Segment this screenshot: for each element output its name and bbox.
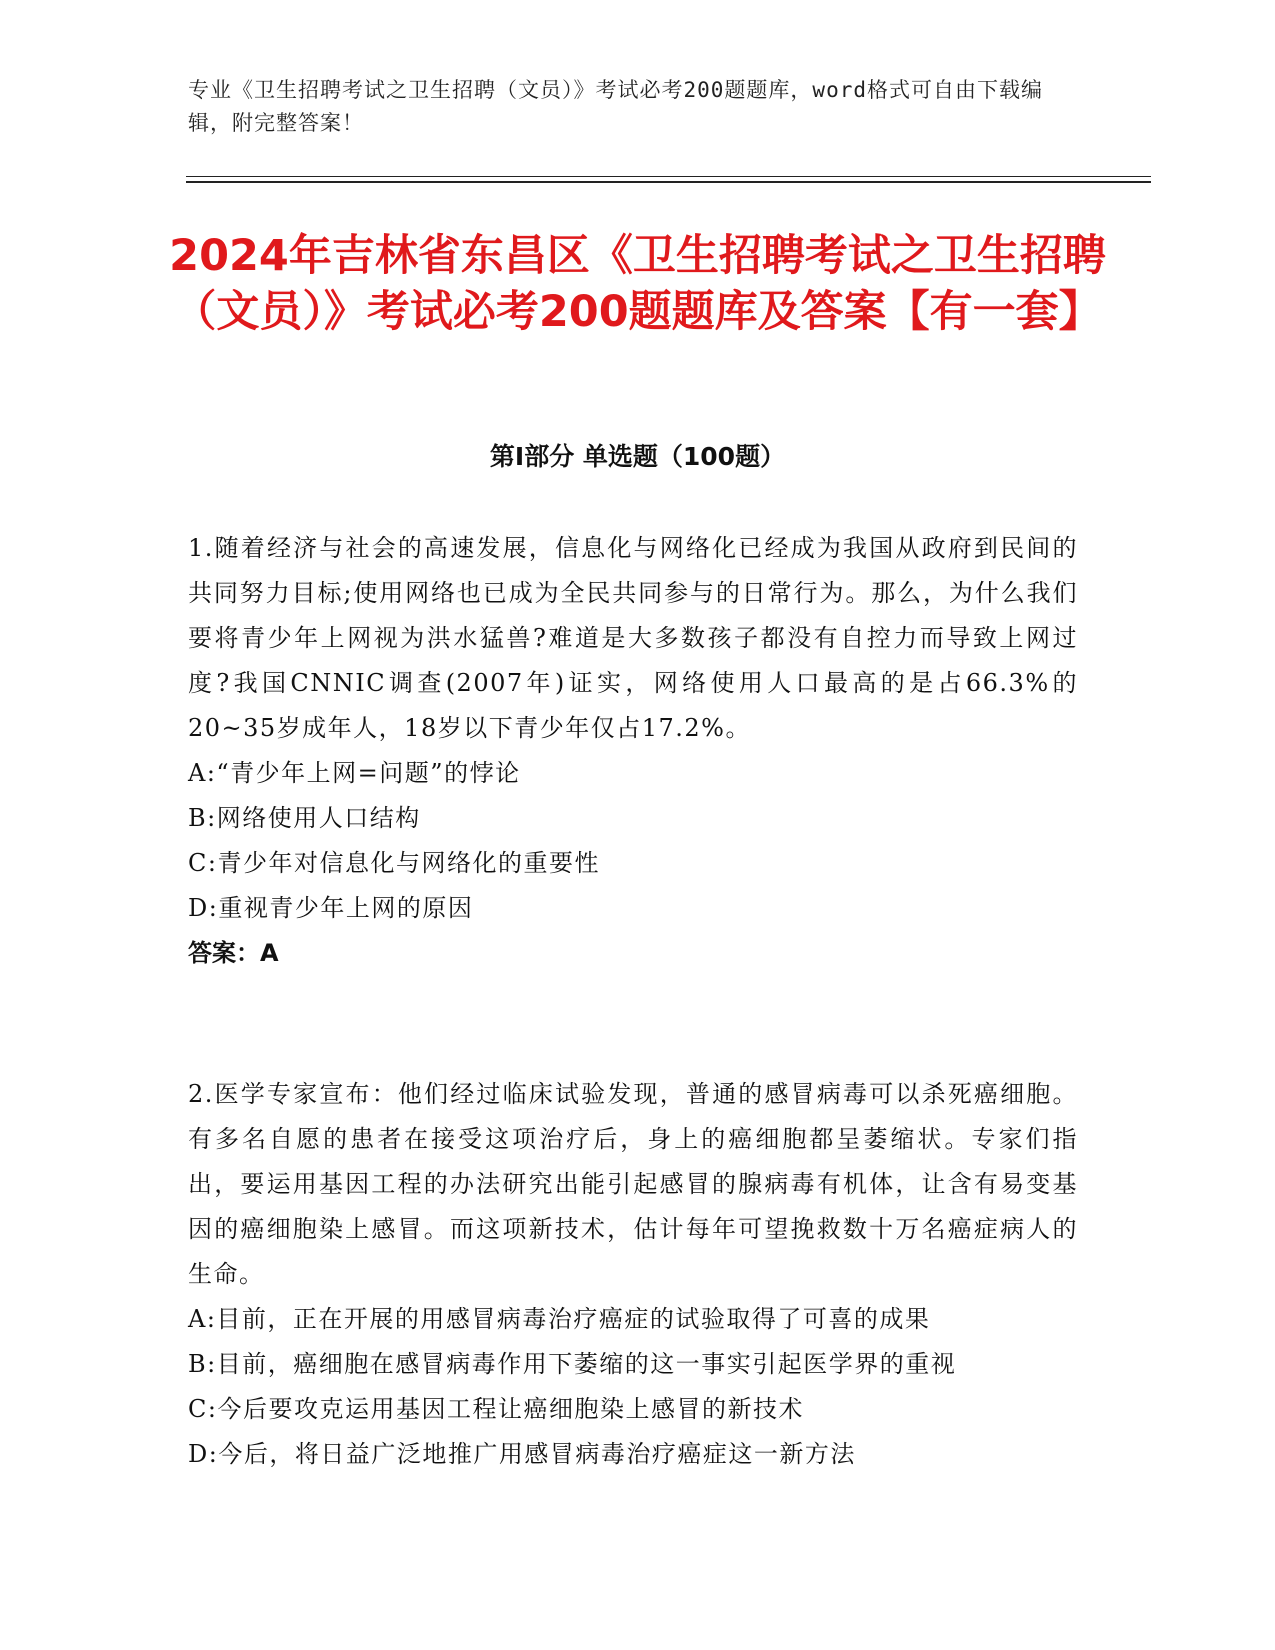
question-stem: 2.医学专家宣布：他们经过临床试验发现，普通的感冒病毒可以杀死癌细胞。有多名自愿的患者在接受这项治疗后，身上的癌细胞都呈萎缩状。专家们指出，要运用基因工程的办法研究出能引起感冒的腺病毒有机体，让含有易变基因的癌细胞染上感冒。而这项新技术，估计每年可望挽救数十万名癌症病人的生命。 bbox=[188, 1080, 1078, 1288]
option-c: C:今后要攻克运用基因工程让癌细胞染上感冒的新技术 bbox=[188, 1395, 804, 1423]
section-title: 第I部分 单选题（100题） bbox=[489, 442, 786, 471]
option-a: A:目前，正在开展的用感冒病毒治疗癌症的试验取得了可喜的成果 bbox=[188, 1305, 931, 1333]
header-divider-thick bbox=[186, 181, 1151, 183]
option-c: C:青少年对信息化与网络化的重要性 bbox=[188, 849, 600, 877]
document-title: 2024年吉林省东昌区《卫生招聘考试之卫生招聘（文员）》考试必考200题题库及答案【有一套】 bbox=[169, 231, 1106, 337]
option-a: A:“青少年上网=问题”的悖论 bbox=[188, 759, 521, 787]
header-divider-thin bbox=[186, 176, 1151, 177]
question-1 bbox=[188, 526, 1078, 976]
option-d: D:今后，将日益广泛地推广用感冒病毒治疗癌症这一新方法 bbox=[188, 1440, 856, 1468]
option-b: B:网络使用人口结构 bbox=[188, 804, 421, 832]
option-b: B:目前，癌细胞在感冒病毒作用下萎缩的这一事实引起医学界的重视 bbox=[188, 1350, 957, 1378]
answer: 答案：A bbox=[188, 939, 279, 967]
question-2 bbox=[188, 1072, 1078, 1477]
question-stem: 1.随着经济与社会的高速发展，信息化与网络化已经成为我国从政府到民间的共同努力目标;使用网络也已成为全民共同参与的日常行为。那么，为什么我们要将青少年上网视为洪水猛兽?难道是大多数孩子都没有自控力而导致上网过度?我国CNNIC调查(2007年)证实，网络使用人口最高的是占66.3%的20~35岁成年人，18岁以下青少年仅占17.2%。 bbox=[188, 534, 1078, 742]
option-d: D:重视青少年上网的原因 bbox=[188, 894, 474, 922]
header-note: 专业《卫生招聘考试之卫生招聘（文员）》考试必考200题题库，word格式可自由下载编辑，附完整答案！ bbox=[188, 78, 1043, 135]
